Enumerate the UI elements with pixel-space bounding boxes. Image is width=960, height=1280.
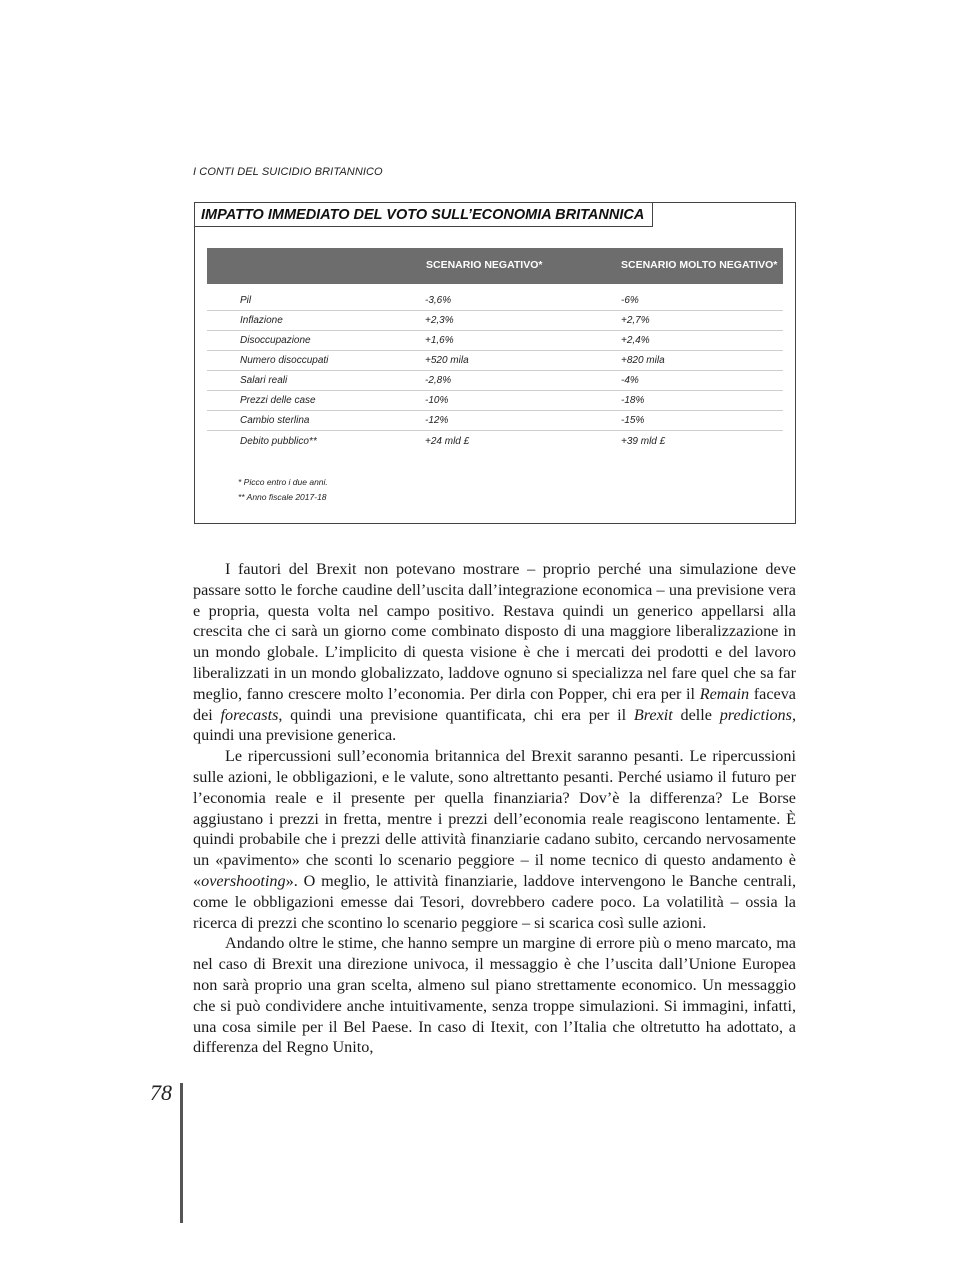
header-scenario-molto-negativo: SCENARIO MOLTO NEGATIVO*	[621, 259, 778, 271]
row-label: Salari reali	[240, 375, 288, 386]
row-value-molto-negativo: -6%	[621, 295, 639, 306]
row-value-negativo: +2,3%	[425, 315, 454, 326]
row-value-molto-negativo: -15%	[621, 415, 645, 426]
table-title: IMPATTO IMMEDIATO DEL VOTO SULL’ECONOMIA BRITANNICA	[194, 202, 653, 227]
header-scenario-negativo: SCENARIO NEGATIVO*	[426, 259, 543, 271]
italic-term: Brexit	[633, 705, 673, 724]
row-value-negativo: -12%	[425, 415, 449, 426]
table-row	[207, 391, 783, 411]
row-value-molto-negativo: +820 mila	[621, 355, 665, 366]
italic-term: predictions	[719, 705, 792, 724]
row-value-molto-negativo: +2,7%	[621, 315, 650, 326]
table-header	[207, 248, 783, 284]
text-run: faceva dei	[193, 684, 796, 724]
text-run: , quindi una previsione generica.	[193, 705, 796, 745]
page-number: 78	[150, 1080, 172, 1105]
row-value-molto-negativo: +2,4%	[621, 335, 650, 346]
page-rule	[180, 1083, 183, 1223]
row-label: Inflazione	[240, 315, 283, 326]
row-label: Cambio sterlina	[240, 415, 310, 426]
table-footnote: * Picco entro i due anni.	[238, 477, 328, 487]
row-label: Disoccupazione	[240, 335, 311, 346]
row-label: Debito pubblico**	[240, 436, 317, 447]
table-row	[207, 351, 783, 371]
table-row	[207, 331, 783, 351]
text-run: ». O meglio, le attività finanziarie, laddove intervengono le Banche centrali, come le obbligazioni emesse dai Tesori, dovrebbero cadere poco. La volatilità – ossia la ricerca di prezzi che scontino lo scenario peggiore – si scarica così sulle azioni.	[193, 871, 796, 932]
table-footnote: ** Anno fiscale 2017-18	[238, 492, 327, 502]
table-row	[207, 311, 783, 331]
row-value-negativo: -3,6%	[425, 295, 452, 306]
table-box	[194, 202, 796, 524]
row-label: Prezzi delle case	[240, 395, 316, 406]
italic-term: overshooting	[201, 871, 286, 890]
table-row	[207, 411, 783, 431]
row-label: Pil	[240, 295, 252, 306]
row-value-molto-negativo: +39 mld £	[621, 436, 666, 447]
italic-term: Remain	[699, 684, 750, 703]
row-value-negativo: +1,6%	[425, 335, 454, 346]
row-value-negativo: -2,8%	[425, 375, 452, 386]
text-run: delle	[672, 705, 720, 724]
text-run: Le ripercussioni sull’economia britannica del Brexit saranno pesanti. Le ripercussioni sulle azioni, le obbligazioni, e le valute, sono altrettanto pesanti. Perché usiamo il futuro per l’economia reale e il presente per quella finanziaria? Dov’è la differenza? Le Borse aggiustano i prezzi in fretta, mentre i prezzi dell’economia reale reagiscono lentamente. È quindi probabile che i prezzi delle attività finanziarie cadano subito, cercando nervosamente un «pavimento» che sconti lo scenario peggiore – il nome tecnico di questo andamento è «	[193, 747, 796, 890]
row-value-negativo: -10%	[425, 395, 449, 406]
row-label: Numero disoccupati	[240, 355, 329, 366]
row-value-negativo: +520 mila	[425, 355, 469, 366]
paragraph: Andando oltre le stime, che hanno sempre un margine di errore più o meno marcato, ma nel caso di Brexit una direzione univoca, il messaggio è che l’uscita dall’Unione Europea non sarà proprio una gran scelta, almeno sul piano strettamente economico. Un messaggio che si può condividere anche intuitivamente, senza troppe simulazioni. Si immagini, infatti, una cosa simile per il Bel Paese. In caso di Itexit, con l’Italia che oltretutto ha adottato, a differenza del Regno Unito,	[193, 934, 796, 1057]
table-row	[207, 432, 783, 452]
table-row	[207, 371, 783, 391]
running-head: I CONTI DEL SUICIDIO BRITANNICO	[193, 166, 383, 178]
row-value-molto-negativo: -18%	[621, 395, 645, 406]
paragraph	[193, 746, 796, 933]
text-run: , quindi una previsione quantificata, chi era per il	[278, 705, 634, 724]
row-value-molto-negativo: -4%	[621, 375, 639, 386]
text-run: I fautori del Brexit non potevano mostrare – proprio perché una simulazione deve passare sotto le forche caudine dell’uscita dall’integrazione economica – una previsione vera e propria, questa volta nel campo positivo. Restava quindi un generico appellarsi alla crescita che ci sarà un giorno come combinato disposto di una maggiore liberalizzazione in un mondo globale. L’implicito di questa visione è che i mercati dei prodotti e del lavoro liberalizzati in un mondo globalizzato, laddove ognuno si specializza nel fare quel che sa far meglio, fanno crescere molto l’economia. Per dirla con Popper, chi era per il	[193, 560, 796, 703]
paragraph	[193, 559, 796, 746]
body-text	[193, 559, 796, 1058]
table-row	[207, 291, 783, 311]
row-value-negativo: +24 mld £	[425, 436, 470, 447]
italic-term: forecasts	[220, 705, 279, 724]
